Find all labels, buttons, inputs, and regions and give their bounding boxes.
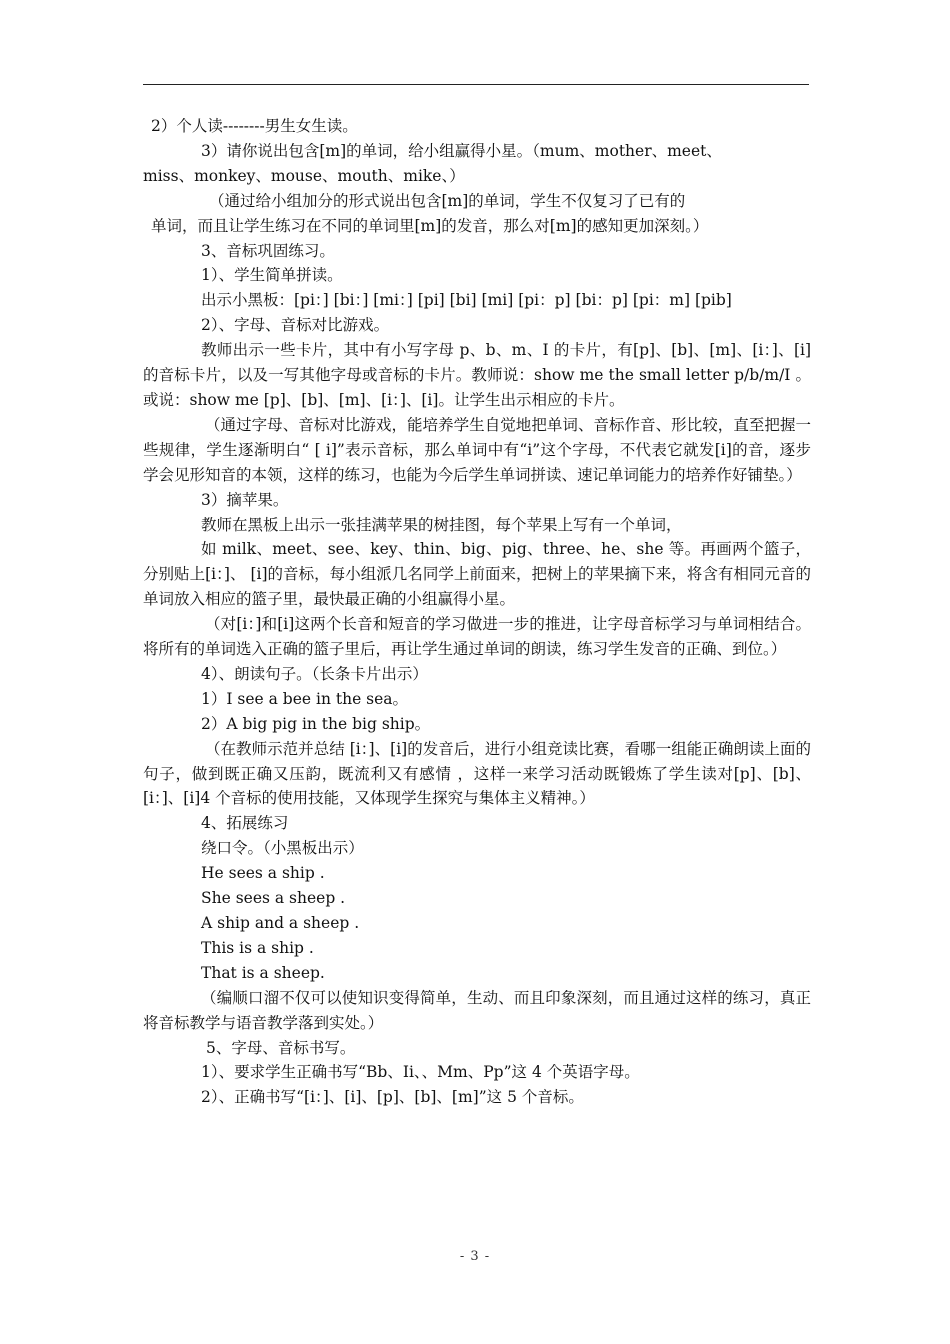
text-line: 教师在黑板上出示一张挂满苹果的树挂图，每个苹果上写有一个单词， — [201, 515, 682, 534]
text-line: （通过给小组加分的形式说出包含[m]的单词，学生不仅复习了已有的 — [209, 191, 686, 210]
paragraph: （在教师示范并总结 [i：]、[i]的发音后，进行小组竞读比赛，看哪一组能正确朗读上面的句子，做到既正确又压韵，既流利又有感情 ，这样一来学习活动既锻炼了学生读对[p]、[b]、[i：]、[i]4 个音标的使用技能，又体现学生探究与集体主义精神。） — [143, 739, 811, 808]
text-line: She sees a sheep . — [201, 889, 346, 908]
text-line: 4）、朗读句子。（长条卡片出示） — [201, 664, 428, 683]
document-body — [143, 114, 811, 1110]
paragraph: （对[i：]和[i]这两个长音和短音的学习做进一步的推进，让字母音标学习与单词相结合。将所有的单词选入正确的篮子里后，再让学生通过单词的朗读，练习学生发音的正确、到位。） — [143, 615, 811, 659]
text-line: 3）摘苹果。 — [201, 490, 289, 509]
header-rule — [143, 84, 809, 85]
text-line: 出示小黑板：[pi：] [bi：] [mi：] [pi] [bi] [mi] [pi：p] [bi：p] [pi：m] [pib] — [201, 291, 732, 310]
text-line: That is a sheep. — [201, 963, 325, 982]
text-line: A ship and a sheep . — [201, 914, 360, 932]
text-line: He sees a ship . — [201, 864, 325, 883]
text-line: 1）I see a bee in the sea。 — [201, 689, 409, 708]
text-line: miss、monkey、mouse、mouth、mike、） — [143, 166, 465, 185]
text-line: 2）A big pig in the big ship。 — [201, 714, 431, 733]
text-line: 2）、正确书写“[i：]、[i]、[p]、[b]、[m]”这 5 个音标。 — [201, 1088, 584, 1107]
page-number: - 3 - — [459, 1249, 491, 1264]
text-line: 1）、学生简单拼读。 — [201, 266, 343, 285]
text-line: 2）、字母、音标对比游戏。 — [201, 316, 390, 335]
text-line: 2）个人读--------男生女生读。 — [151, 117, 358, 135]
paragraph: （编顺口溜不仅可以使知识变得简单，生动、而且印象深刻，而且通过这样的练习，真正将音标教学与语音教学落到实处。） — [143, 988, 811, 1032]
section-heading: 3、音标巩固练习。 — [201, 241, 335, 260]
text-line: 1）、要求学生正确书写“Bb、Ii、、Mm、Pp”这 4 个英语字母。 — [201, 1063, 640, 1082]
text-line: 单词，而且让学生练习在不同的单词里[m]的发音，那么对[m]的感知更加深刻。） — [151, 216, 709, 235]
text-line: 绕口令。（小黑板出示） — [201, 839, 364, 858]
text-line: This is a ship . — [201, 938, 314, 957]
paragraph: 教师出示一些卡片，其中有小写字母 p、b、m、I 的卡片，有[p]、[b]、[m]、[i：]、[i]的音标卡片，以及一写其他字母或音标的卡片。教师说：show me the small letter p/b/m/I 。或说：show me [p]、[b]、[m]、[i：]、[i]。让学生出示相应的卡片。 — [143, 341, 811, 409]
paragraph: （通过字母、音标对比游戏，能培养学生自觉地把单词、音标作音、形比较，直至把握一些规律，学生逐渐明白“ [ i]”表示音标，那么单词中有“i”这个字母，不代表它就发[i]的音，逐步学会见形知音的本领，这样的练习，也能为今后学生单词拼读、速记单词能力的培养作好铺垫。） — [143, 415, 811, 484]
text-line: 3）请你说出包含[m]的单词，给小组赢得小星。（mum、mother、meet、 — [201, 141, 722, 160]
section-heading: 5、字母、音标书写。 — [206, 1038, 356, 1057]
section-heading: 4、拓展练习 — [201, 814, 289, 833]
paragraph: 如 milk、meet、see、key、thin、big、pig、three、he、she 等。再画两个篮子，分别贴上[i：]、 [i]的音标，每小组派几名同学上前面来，把树上的苹果摘下来，将含有相同元音的单词放入相应的篮子里，最快最正确的小组赢得小星。 — [143, 540, 811, 609]
